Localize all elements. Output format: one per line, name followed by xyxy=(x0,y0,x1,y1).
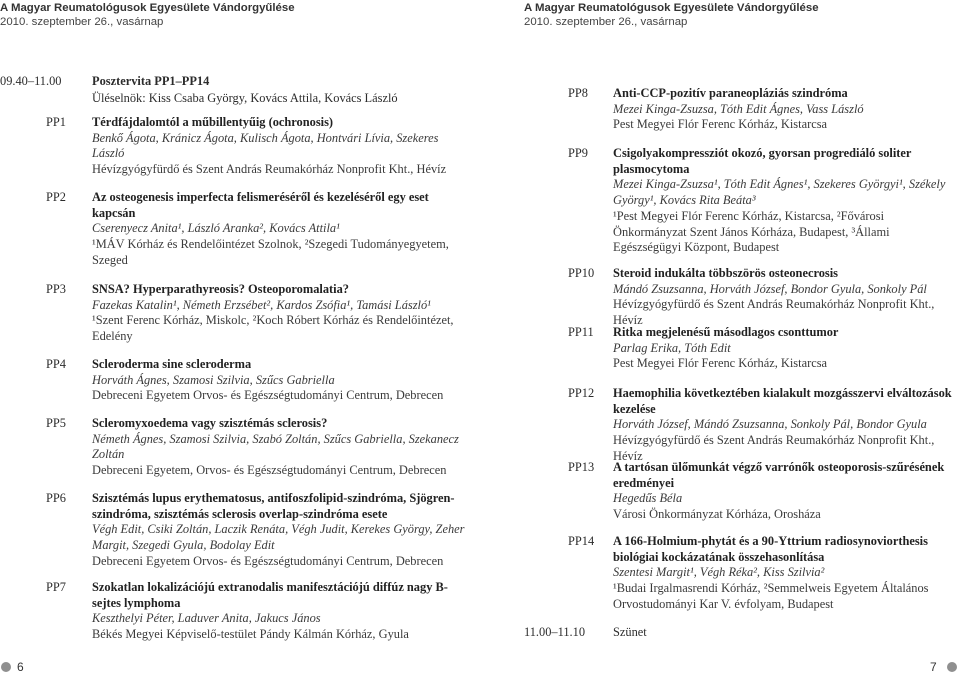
event-title: A Magyar Reumatológusok Egyesülete Vándorgyűlése xyxy=(524,2,819,14)
poster-title: SNSA? Hyperparathyreosis? Osteoporomalatia? xyxy=(92,282,349,296)
poster-title: Haemophilia következtében kialakult mozgásszervi elváltozások kezelése xyxy=(613,386,952,416)
session-title: Posztervita PP1–PP14 xyxy=(92,74,210,88)
page-header-left xyxy=(0,1,295,29)
poster-authors: Cserenyecz Anita¹, László Aranka², Kovács Attila¹ xyxy=(92,221,340,236)
bullet-dot-icon xyxy=(1,662,11,672)
poster-institution: ¹Szent Ferenc Kórház, Miskolc, ²Koch Róbert Kórház és Rendelőintézet, Edelény xyxy=(92,313,454,344)
poster-institution: Pest Megyei Flór Ferenc Kórház, Kistarcsa xyxy=(613,117,828,132)
break-time: 11.00–11.10 xyxy=(524,625,586,639)
poster-institution: ¹Pest Megyei Flór Ferenc Kórház, Kistarcsa, ²Fővárosi Önkormányzat Szent János Kórháza, Budapest, ³Állami Egészségügyi Központ, Budapest xyxy=(613,208,890,255)
page-header-right xyxy=(524,1,819,29)
poster-authors: Végh Edit, Csiki Zoltán, Laczik Renáta, Végh Judit, Kerekes György, Zeher Margit, Szegedi Gyula, Bodolay Edit xyxy=(92,522,465,553)
session-chairs: Üléselnök: Kiss Csaba György, Kovács Attila, Kovács László xyxy=(92,91,398,105)
page-number: 7 xyxy=(930,660,937,674)
poster-code: PP10 xyxy=(568,266,595,280)
poster-title: A 166-Holmium-phytát és a 90-Yttrium radiosynoviorthesis biológiai kockázatának összehasonlítása xyxy=(613,534,928,564)
poster-title: Scleromyxoedema vagy szisztémás sclerosis? xyxy=(92,416,328,430)
poster-institution: Békés Megyei Képviselő-testület Pándy Kálmán Kórház, Gyula xyxy=(92,627,409,642)
poster-title: Steroid indukálta többszörös osteonecrosis xyxy=(613,266,839,280)
poster-authors: Horváth Ágnes, Szamosi Szilvia, Szűcs Gabriella xyxy=(92,372,335,387)
poster-institution: Hévízgyógyfürdő és Szent András Reumakórház Nonprofit Kht., Hévíz xyxy=(613,297,935,328)
poster-code: PP1 xyxy=(46,115,66,129)
poster-code: PP12 xyxy=(568,386,595,400)
poster-institution: Debreceni Egyetem Orvos- és Egészségtudományi Centrum, Debrecen xyxy=(92,388,444,403)
poster-title: Scleroderma sine scleroderma xyxy=(92,357,252,371)
poster-institution: Városi Önkormányzat Kórháza, Orosháza xyxy=(613,507,821,522)
poster-institution: Hévízgyógyfürdő és Szent András Reumakórház Nonprofit Kht., Hévíz xyxy=(613,433,935,463)
poster-authors: Szentesi Margit¹, Végh Réka², Kiss Szilvia² xyxy=(613,565,825,580)
poster-authors: Fazekas Katalin¹, Németh Erzsébet², Kardos Zsófia¹, Tamási László¹ xyxy=(92,297,431,312)
poster-authors: Mezei Kinga-Zsuzsa, Tóth Edit Ágnes, Vass László xyxy=(613,101,864,116)
poster-institution: Debreceni Egyetem Orvos- és Egészségtudományi Centrum, Debrecen xyxy=(92,553,444,568)
page-number: 6 xyxy=(17,660,24,674)
poster-title: Térdfájdalomtól a műbillentyűig (ochronosis) xyxy=(92,115,334,129)
poster-institution: Debreceni Egyetem, Orvos- és Egészségtudományi Centrum, Debrecen xyxy=(92,463,447,478)
poster-title: Az osteogenesis imperfecta felismeréséről és kezeléséről egy eset kapcsán xyxy=(92,190,429,220)
poster-code: PP14 xyxy=(568,534,595,548)
break-label: Szünet xyxy=(613,625,647,639)
poster-institution: ¹Budai Irgalmasrendi Kórház, ²Semmelweis Egyetem Általános Orvostudományi Kar V. évfolyam, Budapest xyxy=(613,581,929,611)
poster-code: PP6 xyxy=(46,491,66,505)
poster-institution: Hévízgyógyfürdő és Szent András Reumakórház Nonprofit Kht., Hévíz xyxy=(92,162,447,177)
poster-code: PP8 xyxy=(568,86,588,100)
poster-code: PP3 xyxy=(46,282,66,296)
poster-title: Szisztémás lupus erythematosus, antifoszfolipid-szindróma, Sjögren-szindróma, szisztémás sclerosis overlap-szindróma esete xyxy=(92,491,455,521)
poster-title: Csigolyakompressziót okozó, gyorsan progrediáló soliter plasmocytoma xyxy=(613,146,912,176)
poster-institution: Pest Megyei Flór Ferenc Kórház, Kistarcsa xyxy=(613,356,828,371)
poster-title: Szokatlan lokalizációjú extranodalis manifesztációjú diffúz nagy B-sejtes lymphoma xyxy=(92,580,448,610)
poster-title: A tartósan ülőmunkát végző varrónők osteoporosis-szűrésének eredményei xyxy=(613,460,945,490)
poster-institution: ¹MÁV Kórház és Rendelőintézet Szolnok, ²Szegedi Tudományegyetem, Szeged xyxy=(92,237,449,267)
session-time: 09.40–11.00 xyxy=(0,74,62,88)
poster-title: Ritka megjelenésű másodlagos csonttumor xyxy=(613,325,839,339)
poster-code: PP9 xyxy=(568,146,588,160)
poster-code: PP11 xyxy=(568,325,594,339)
poster-code: PP13 xyxy=(568,460,595,474)
poster-authors: Hegedűs Béla xyxy=(613,491,683,506)
poster-code: PP4 xyxy=(46,357,66,371)
poster-code: PP5 xyxy=(46,416,66,430)
poster-authors: Mándó Zsuzsanna, Horváth József, Bondor Gyula, Sonkoly Pál xyxy=(613,281,927,296)
poster-authors: Parlag Erika, Tóth Edit xyxy=(613,340,731,355)
event-date: 2010. szeptember 26., vasárnap xyxy=(524,16,688,28)
bullet-dot-icon xyxy=(947,662,957,672)
poster-authors: Keszthelyi Péter, Laduver Anita, Jakucs János xyxy=(92,611,321,626)
event-date: 2010. szeptember 26., vasárnap xyxy=(0,16,164,28)
event-title: A Magyar Reumatológusok Egyesülete Vándorgyűlése xyxy=(0,2,295,14)
poster-code: PP2 xyxy=(46,190,66,204)
poster-authors: Mezei Kinga-Zsuzsa¹, Tóth Edit Ágnes¹, Szekeres Györgyi¹, Székely György¹, Kovács Rita Beáta³ xyxy=(613,177,946,208)
poster-authors: Horváth József, Mándó Zsuzsanna, Sonkoly Pál, Bondor Gyula xyxy=(613,417,927,432)
poster-title: Anti-CCP-pozitív paraneopláziás szindróma xyxy=(613,86,848,100)
poster-code: PP7 xyxy=(46,580,66,594)
poster-authors: Benkő Ágota, Kránicz Ágota, Kulisch Ágota, Hontvári Lívia, Szekeres László xyxy=(92,130,439,161)
poster-authors: Németh Ágnes, Szamosi Szilvia, Szabó Zoltán, Szűcs Gabriella, Szekanecz Zoltán xyxy=(92,431,459,462)
